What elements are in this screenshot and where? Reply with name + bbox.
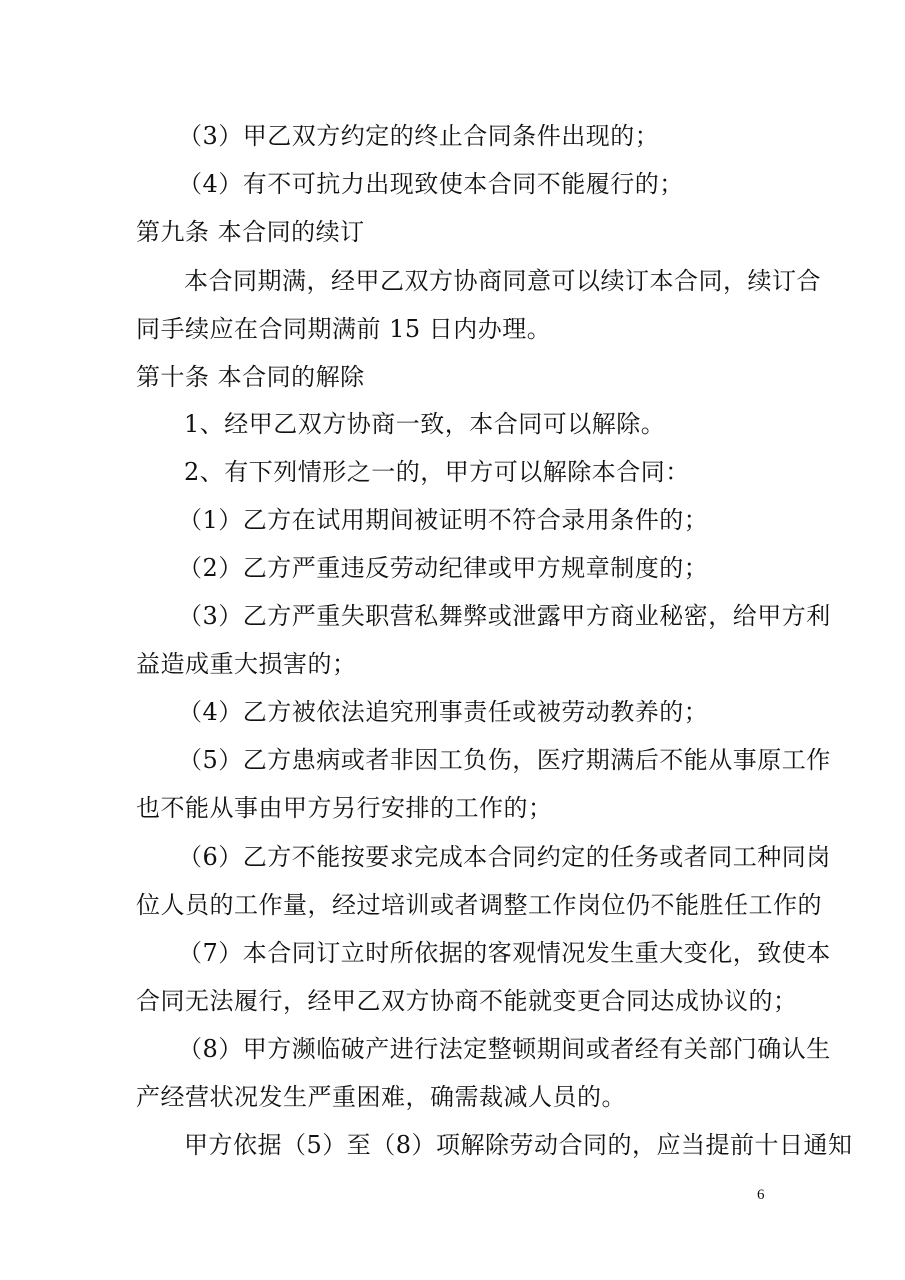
clause-8-item-3: （3）甲乙双方约定的终止合同条件出现的； xyxy=(178,122,660,150)
termination-item-3-line-2: 益造成重大损害的； xyxy=(136,650,357,678)
article-9-paragraph-line-2: 同手续应在合同期满前 15 日内办理。 xyxy=(136,315,552,343)
termination-item-8-line-1: （8）甲方濒临破产进行法定整顿期间或者经有关部门确认生 xyxy=(178,1035,831,1063)
article-9-paragraph-line-1: 本合同期满，经甲乙双方协商同意可以续订本合同，续订合 xyxy=(184,267,821,295)
termination-item-6-line-1: （6）乙方不能按要求完成本合同约定的任务或者同工种同岗 xyxy=(178,843,831,871)
termination-item-5-line-2: 也不能从事由甲方另行安排的工作的； xyxy=(136,794,553,822)
termination-item-4: （4）乙方被依法追究刑事责任或被劳动教养的； xyxy=(178,698,709,726)
termination-item-2: （2）乙方严重违反劳动纪律或甲方规章制度的； xyxy=(178,554,709,582)
termination-item-5-line-1: （5）乙方患病或者非因工负伤，医疗期满后不能从事原工作 xyxy=(178,746,831,774)
article-10-point-1: 1、经甲乙双方协商一致，本合同可以解除。 xyxy=(184,410,666,438)
termination-item-8-line-2: 产经营状况发生严重困难，确需裁减人员的。 xyxy=(136,1083,626,1111)
notice-requirement-line: 甲方依据（5）至（8）项解除劳动合同的，应当提前十日通知 xyxy=(184,1131,853,1159)
termination-item-6-line-2: 位人员的工作量，经过培训或者调整工作岗位仍不能胜任工作的 xyxy=(136,891,822,919)
article-10-heading: 第十条 本合同的解除 xyxy=(136,363,365,391)
termination-item-7-line-2: 合同无法履行，经甲乙双方协商不能就变更合同达成协议的； xyxy=(136,987,798,1015)
page-number: 6 xyxy=(757,1187,765,1203)
termination-item-7-line-1: （7）本合同订立时所依据的客观情况发生重大变化，致使本 xyxy=(178,939,831,967)
termination-item-3-line-1: （3）乙方严重失职营私舞弊或泄露甲方商业秘密，给甲方利 xyxy=(178,602,831,630)
termination-item-1: （1）乙方在试用期间被证明不符合录用条件的； xyxy=(178,506,709,534)
article-9-heading: 第九条 本合同的续订 xyxy=(136,218,365,246)
article-10-point-2: 2、有下列情形之一的，甲方可以解除本合同： xyxy=(184,458,690,486)
clause-8-item-4: （4）有不可抗力出现致使本合同不能履行的； xyxy=(178,170,684,198)
